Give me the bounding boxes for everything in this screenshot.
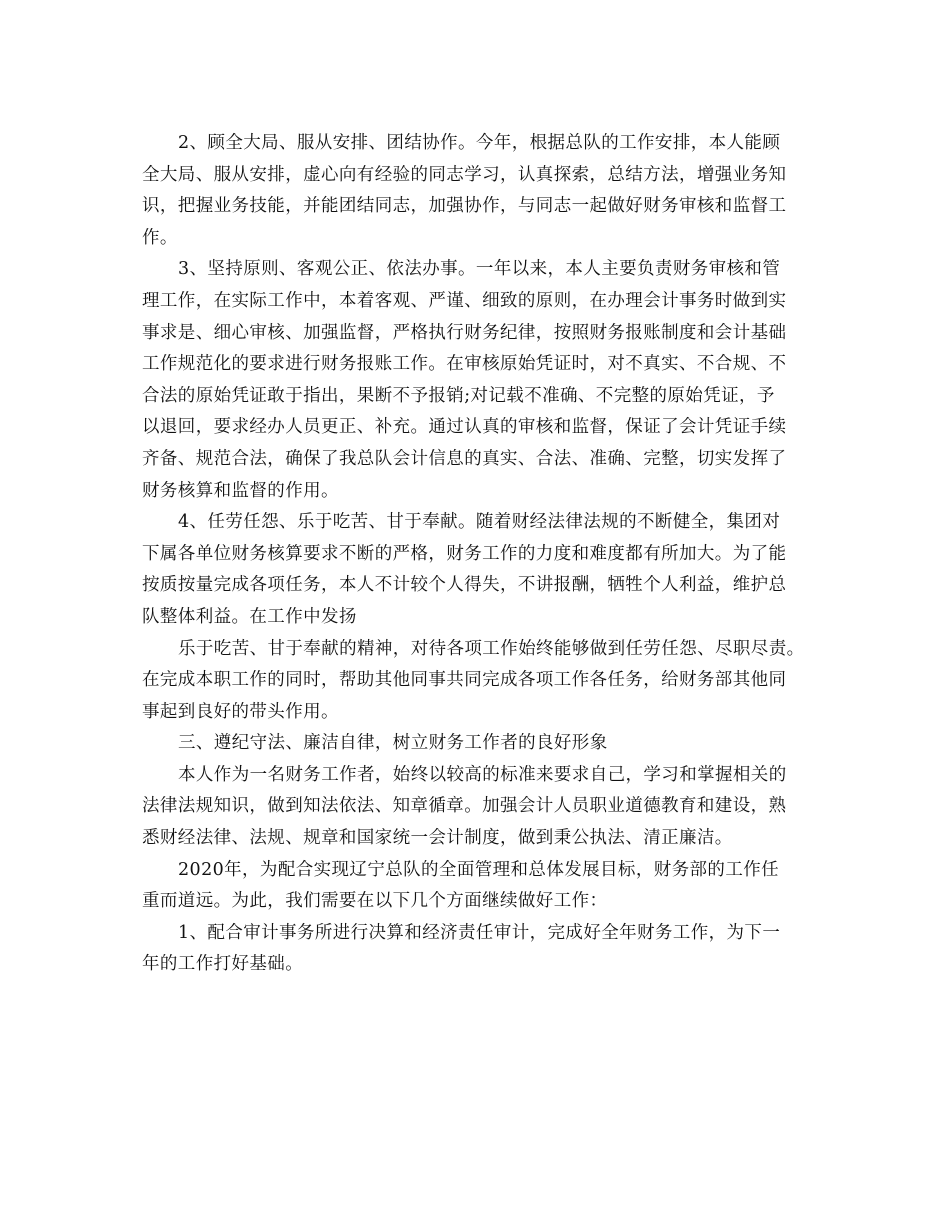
text-line: 事求是、细心审核、加强监督，严格执行财务纪律，按照财务报账制度和会计基础 — [142, 322, 787, 343]
text-line: 理工作，在实际工作中，本着客观、严谨、细致的原则，在办理会计事务时做到实 — [142, 290, 787, 311]
text-line: 本人作为一名财务工作者，始终以较高的标准来要求自己，学习和掌握相关的 — [178, 764, 787, 785]
text-line: 年的工作打好基础。 — [142, 954, 304, 975]
document-body — [142, 128, 822, 981]
text-line: 乐于吃苦、甘于奉献的精神，对待各项工作始终能够做到任劳任怨、尽职尽责。 — [178, 638, 805, 659]
text-line: 财务核算和监督的作用。 — [142, 480, 339, 501]
text-line: 按质按量完成各项任务，本人不计较个人得失，不讲报酬，牺牲个人利益，维护总 — [142, 575, 787, 596]
text-line: 队整体利益。在工作中发扬 — [142, 606, 357, 627]
text-line: 重而道远。为此，我们需要在以下几个方面继续做好工作： — [142, 891, 608, 912]
text-line: 事起到良好的带头作用。 — [142, 701, 339, 722]
text-line: 工作规范化的要求进行财务报账工作。在审核原始凭证时，对不真实、不合规、不 — [142, 354, 787, 375]
text-line: 识，把握业务技能，并能团结同志，加强协作，与同志一起做好财务审核和监督工 — [142, 196, 787, 217]
text-line: 作。 — [142, 227, 178, 248]
text-line: 1、配合审计事务所进行决算和经济责任审计，完成好全年财务工作，为下一 — [178, 922, 781, 943]
text-line: 悉财经法律、法规、规章和国家统一会计制度，做到秉公执法、清正廉洁。 — [142, 828, 733, 849]
text-line: 全大局、服从安排，虚心向有经验的同志学习，认真探索，总结方法，增强业务知 — [142, 164, 787, 185]
text-line: 2、顾全大局、服从安排、团结协作。今年，根据总队的工作安排，本人能顾 — [178, 133, 781, 153]
text-line: 法律法规知识，做到知法依法、知章循章。加强会计人员职业道德教育和建设，熟 — [142, 796, 787, 817]
text-line: 齐备、规范合法，确保了我总队会计信息的真实、合法、准确、完整，切实发挥了 — [142, 448, 787, 469]
text-line: 以退回，要求经办人员更正、补充。通过认真的审核和监督，保证了会计凭证手续 — [142, 417, 787, 438]
text-line: 2020年，为配合实现辽宁总队的全面管理和总体发展目标，财务部的工作任 — [178, 859, 780, 880]
text-line: 合法的原始凭证敢于指出，果断不予报销;对记载不准确、不完整的原始凭证，予 — [142, 385, 775, 406]
text-line: 4、任劳任怨、乐于吃苦、甘于奉献。随着财经法律法规的不断健全，集团对 — [178, 512, 781, 533]
text-line: 在完成本职工作的同时，帮助其他同事共同完成各项工作各任务，给财务部其他同 — [142, 670, 787, 691]
text-line: 下属各单位财务核算要求不断的严格，财务工作的力度和难度都有所加大。为了能 — [142, 543, 787, 564]
text-line: 3、坚持原则、客观公正、依法办事。一年以来，本人主要负责财务审核和管 — [178, 259, 781, 280]
text-line: 三、遵纪守法、廉洁自律，树立财务工作者的良好形象 — [178, 733, 608, 754]
